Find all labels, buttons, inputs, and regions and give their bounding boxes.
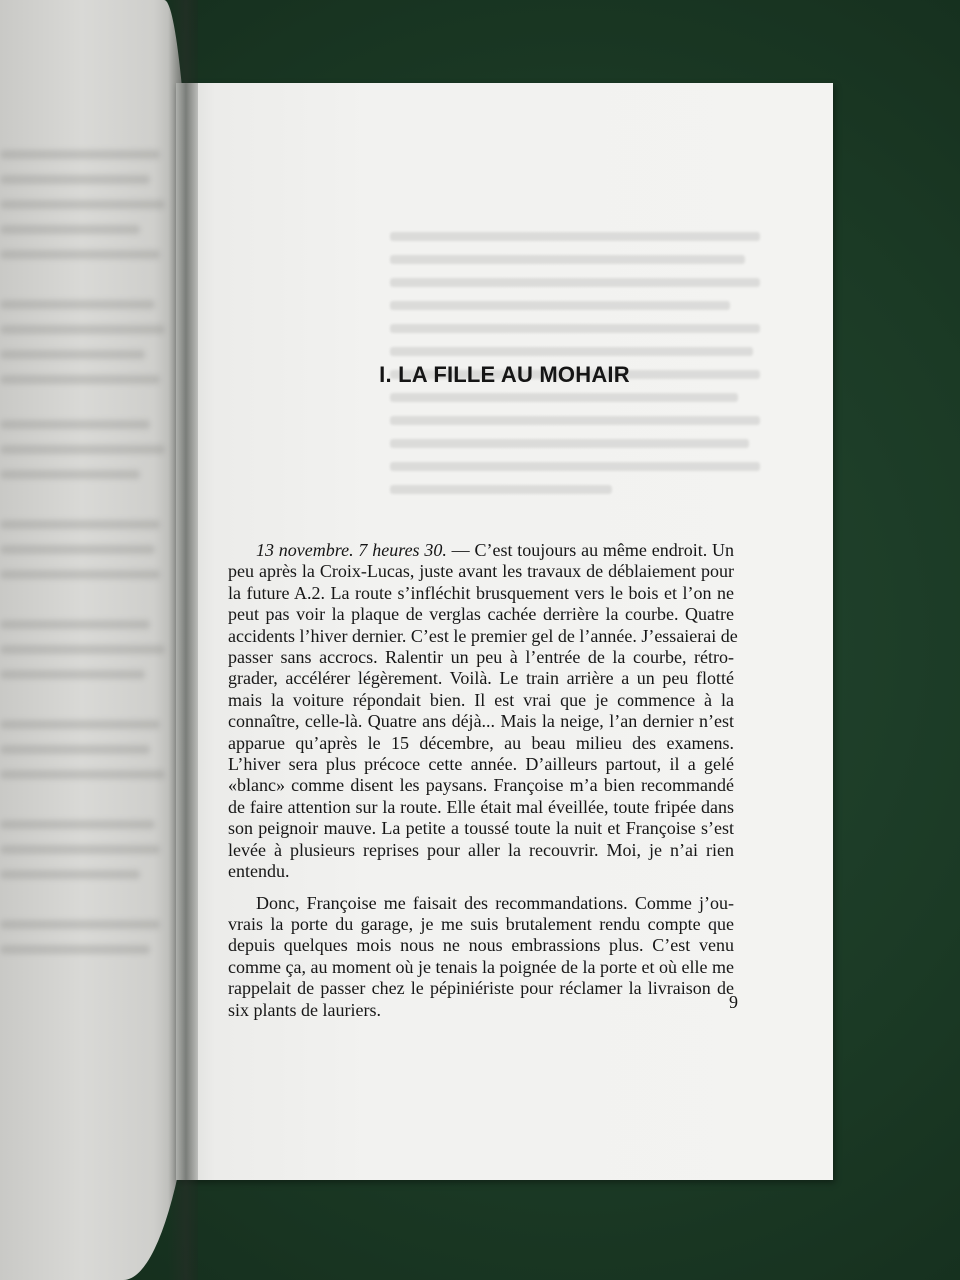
blurred-text-line [0, 325, 165, 334]
paragraph-1 [228, 540, 738, 883]
blurred-text-line [0, 770, 165, 779]
blurred-text-line [0, 520, 160, 529]
text-line: peu après la Croix-Lucas, juste avant les travaux de déblaiement pour [228, 561, 734, 582]
text-line: la future A.2. La route s’infléchit brusquement vers le bois et l’on ne [228, 582, 734, 603]
text-line: mais la voiture répondait bien. Il est vrai que je commence à la [228, 689, 734, 710]
blurred-text-line [0, 720, 160, 729]
text-line: peut pas voir la plaque de verglas cachée derrière la courbe. Quatre [228, 604, 734, 625]
blurred-text-line [0, 620, 150, 629]
blurred-text-line [0, 870, 140, 879]
text-line: passer sans accrocs. Ralentir un peu à l’entrée de la courbe, rétro- [228, 647, 734, 668]
blurred-text-line [0, 175, 150, 184]
blurred-text-line [0, 645, 165, 654]
blurred-text-line [0, 820, 155, 829]
chapter-title: I. LA FILLE AU MOHAIR [379, 362, 630, 387]
text-line: entendu. [228, 861, 290, 882]
text-line: L’hiver sera plus précoce cette année. D’ailleurs partout, il a gelé [228, 754, 734, 775]
page-number: 9 [729, 992, 738, 1012]
text-line: six plants de lauriers. [228, 999, 381, 1020]
blurred-text-line [0, 200, 165, 209]
blurred-text-line [0, 250, 160, 259]
blurred-text-line [0, 420, 150, 429]
blurred-text-line [0, 150, 160, 159]
blurred-text-line [0, 920, 160, 929]
blurred-text-line [0, 350, 145, 359]
blurred-text-line [0, 445, 165, 454]
paragraph-2 [228, 893, 734, 1021]
text-line: de faire attention sur la route. Elle était mal éveillée, toute fripée dans [228, 796, 734, 817]
blurred-text-line [0, 225, 140, 234]
body-text [228, 540, 738, 1021]
text-line: son peignoir mauve. La petite a toussé toute la nuit et Françoise s’est [228, 818, 734, 839]
text-line: apparue qu’après le 15 décembre, au beau milieu des examens. [228, 732, 734, 753]
blurred-text-line [0, 570, 160, 579]
blurred-text-line [0, 375, 160, 384]
text-line: vrais la porte du garage, je me suis brutalement rendu compte que [228, 913, 734, 934]
date-heading: 13 novembre. 7 heures 30. [256, 540, 447, 560]
text-line: depuis quelques mois nous ne nous embrassions plus. C’est venu [228, 935, 734, 956]
blurred-text-line [0, 845, 160, 854]
text-line: grader, accélérer légèrement. Voilà. Le train arrière a un peu flotté [228, 668, 734, 689]
text-line: Donc, Françoise me faisait des recommandations. Comme j’ou- [256, 892, 734, 913]
text-line: levée à plusieurs reprises pour aller la recouvrir. Moi, je n’ai rien [228, 839, 734, 860]
text-line: connaître, celle-là. Quatre ans déjà... Mais la neige, l’an dernier n’est [228, 711, 734, 732]
blurred-text-line [0, 545, 155, 554]
text-line: comme ça, au moment où je tenais la poignée de la porte et où elle me [228, 956, 734, 977]
text-line: «blanc» comme disent les paysans. Françoise m’a bien recommandé [228, 775, 734, 796]
text-line: accidents l’hiver dernier. C’est le premier gel de l’année. J’essaierai de [228, 625, 738, 646]
blurred-text-line [0, 945, 150, 954]
text-line-content: — C’est toujours au même endroit. Un [446, 540, 735, 560]
text-line [228, 540, 734, 561]
text-line: rappelait de passer chez le pépiniériste pour réclamer la livraison de [228, 978, 734, 999]
left-facing-page [0, 0, 205, 1280]
blurred-text-line [0, 670, 145, 679]
blurred-text-line [0, 745, 150, 754]
blurred-text-line [0, 470, 140, 479]
blurred-text-line [0, 300, 155, 309]
